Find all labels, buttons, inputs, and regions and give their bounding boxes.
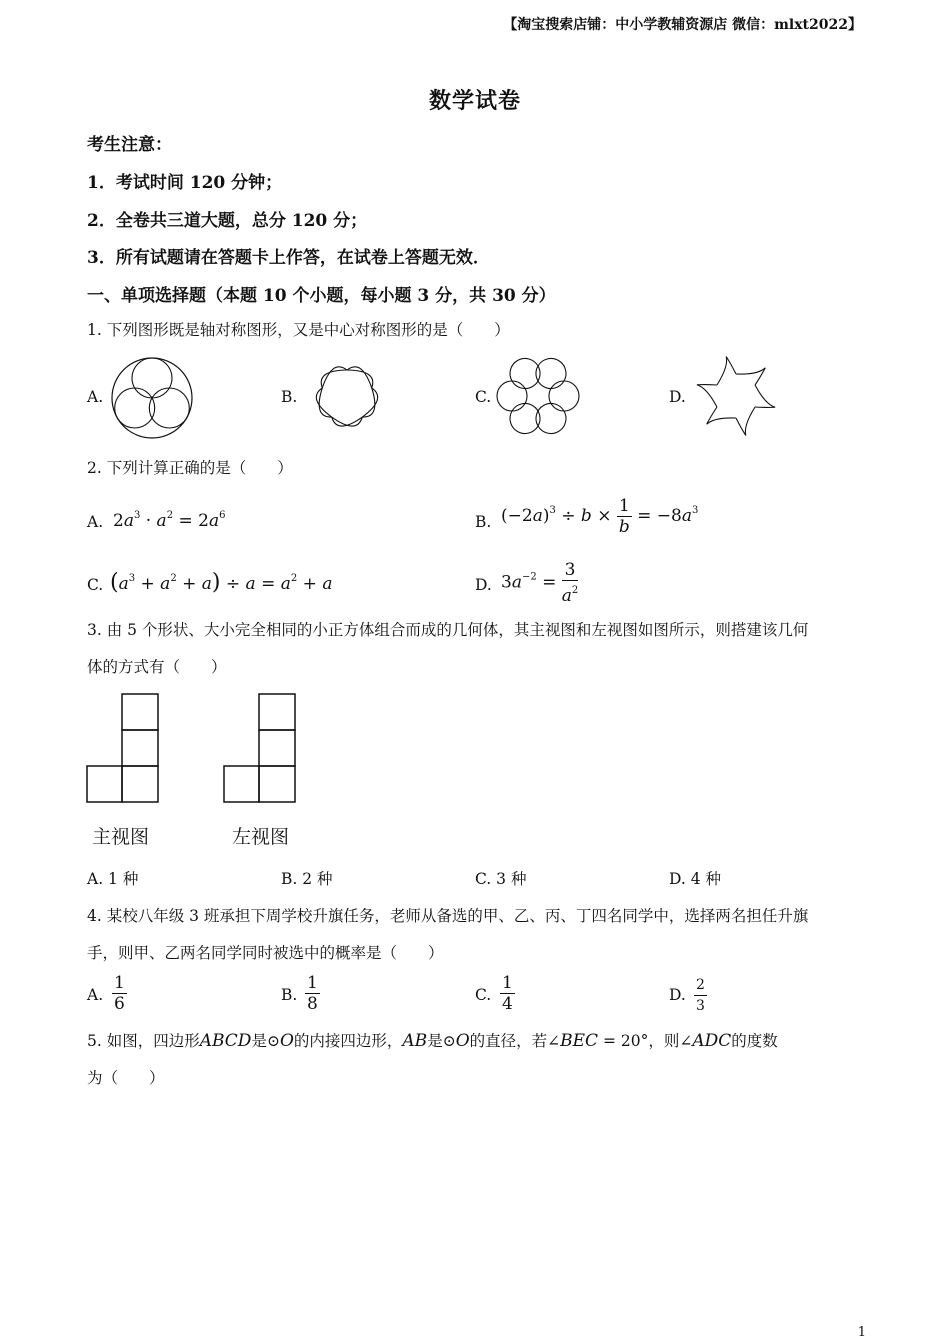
notice-heading: 考生注意： [87, 135, 172, 155]
q1-option-d-label: D. [669, 388, 686, 406]
q5-stem-line1: 5. 如图，四边形ABCD是⊙O的内接四边形，AB是⊙O的直径，若∠BEC = 20°，则∠ADC的度数 [87, 1031, 778, 1051]
q2-option-a-label: A. [87, 513, 104, 531]
q4-stem-line1: 4. 某校八年级 3 班承担下周学校升旗任务，老师从备选的甲、乙、丙、丁四名同学中，选择两名担任升旗 [87, 907, 809, 925]
notice-item-3: 3．所有试题请在答题卡上作答，在试卷上答题无效． [87, 248, 490, 268]
q1-option-c-label: C. [475, 388, 492, 406]
q3-left-caption: 左视图 [232, 826, 290, 848]
q1-figure-b [302, 354, 392, 438]
q2-option-c-expr: $(a^3 + a^2 + a) \div a = a^2 + a$ [110, 570, 333, 595]
q5-stem-line2: 为（ ） [87, 1069, 165, 1087]
q2-option-b-label: B. [475, 513, 492, 531]
q1-stem: 1. 下列图形既是轴对称图形，又是中心对称图形的是（ ） [87, 321, 510, 339]
q4-option-b-label: B. [281, 986, 298, 1004]
q3-option-d: D. 4 种 [669, 870, 722, 888]
q4-option-c-fraction: $\frac{1}{4}$ [502, 973, 513, 1014]
q2-option-a-expr: $2a^3 \cdot a^2 = 2a^6$ [113, 510, 226, 531]
q2-option-b-expr: $(-2a)^3 \div b$ × $\frac{1}{b}$ = $-8a^3$ [501, 496, 699, 537]
section-heading: 一、单项选择题（本题 10 个小题，每小题 3 分，共 30 分） [87, 286, 556, 306]
q3-stem-line1: 3. 由 5 个形状、大小完全相同的小正方体组合而成的几何体，其主视图和左视图如图所示，则搭建该几何 [87, 621, 809, 639]
notice-item-2: 2．全卷共三道大题，总分 120 分； [87, 211, 368, 231]
q4-option-d-label: D. [669, 986, 686, 1004]
q3-front-caption: 主视图 [92, 826, 150, 848]
q1-option-a-label: A. [87, 388, 104, 406]
q1-figure-c [496, 353, 580, 439]
q4-option-c-label: C. [475, 986, 492, 1004]
q4-option-a-label: A. [87, 986, 104, 1004]
q3-front-view [86, 693, 160, 803]
q2-stem: 2. 下列计算正确的是（ ） [87, 459, 293, 477]
q3-left-view [223, 693, 297, 803]
q1-figure-d [692, 354, 780, 438]
page-title: 数学试卷 [428, 88, 521, 114]
notice-item-1: 1．考试时间 120 分钟； [87, 173, 283, 193]
q4-stem-line2: 手，则甲、乙两名同学同时被选中的概率是（ ） [87, 944, 444, 962]
q4-option-d-fraction: $\frac{2}{3}$ [696, 977, 705, 1014]
q4-option-a-fraction: $\frac{1}{6}$ [114, 973, 125, 1014]
q2-option-d-label: D. [475, 576, 492, 594]
q1-figure-a [110, 356, 194, 440]
q2-option-d-expr: $3a^{-2}$ = $\frac{3}{a^2}$ [501, 560, 579, 606]
q4-option-b-fraction: $\frac{1}{8}$ [307, 973, 318, 1014]
q3-stem-line2: 体的方式有（ ） [87, 658, 227, 676]
q1-option-b-label: B. [281, 388, 298, 406]
q2-option-c-label: C. [87, 576, 104, 594]
q3-option-c: C. 3 种 [475, 870, 527, 888]
header-note: 【淘宝搜索店铺：中小学教辅资源店 微信：mlxt2022】 [503, 17, 862, 33]
q3-option-b: B. 2 种 [281, 870, 333, 888]
page-number: 1 [857, 1325, 866, 1340]
q3-option-a: A. 1 种 [87, 870, 139, 888]
